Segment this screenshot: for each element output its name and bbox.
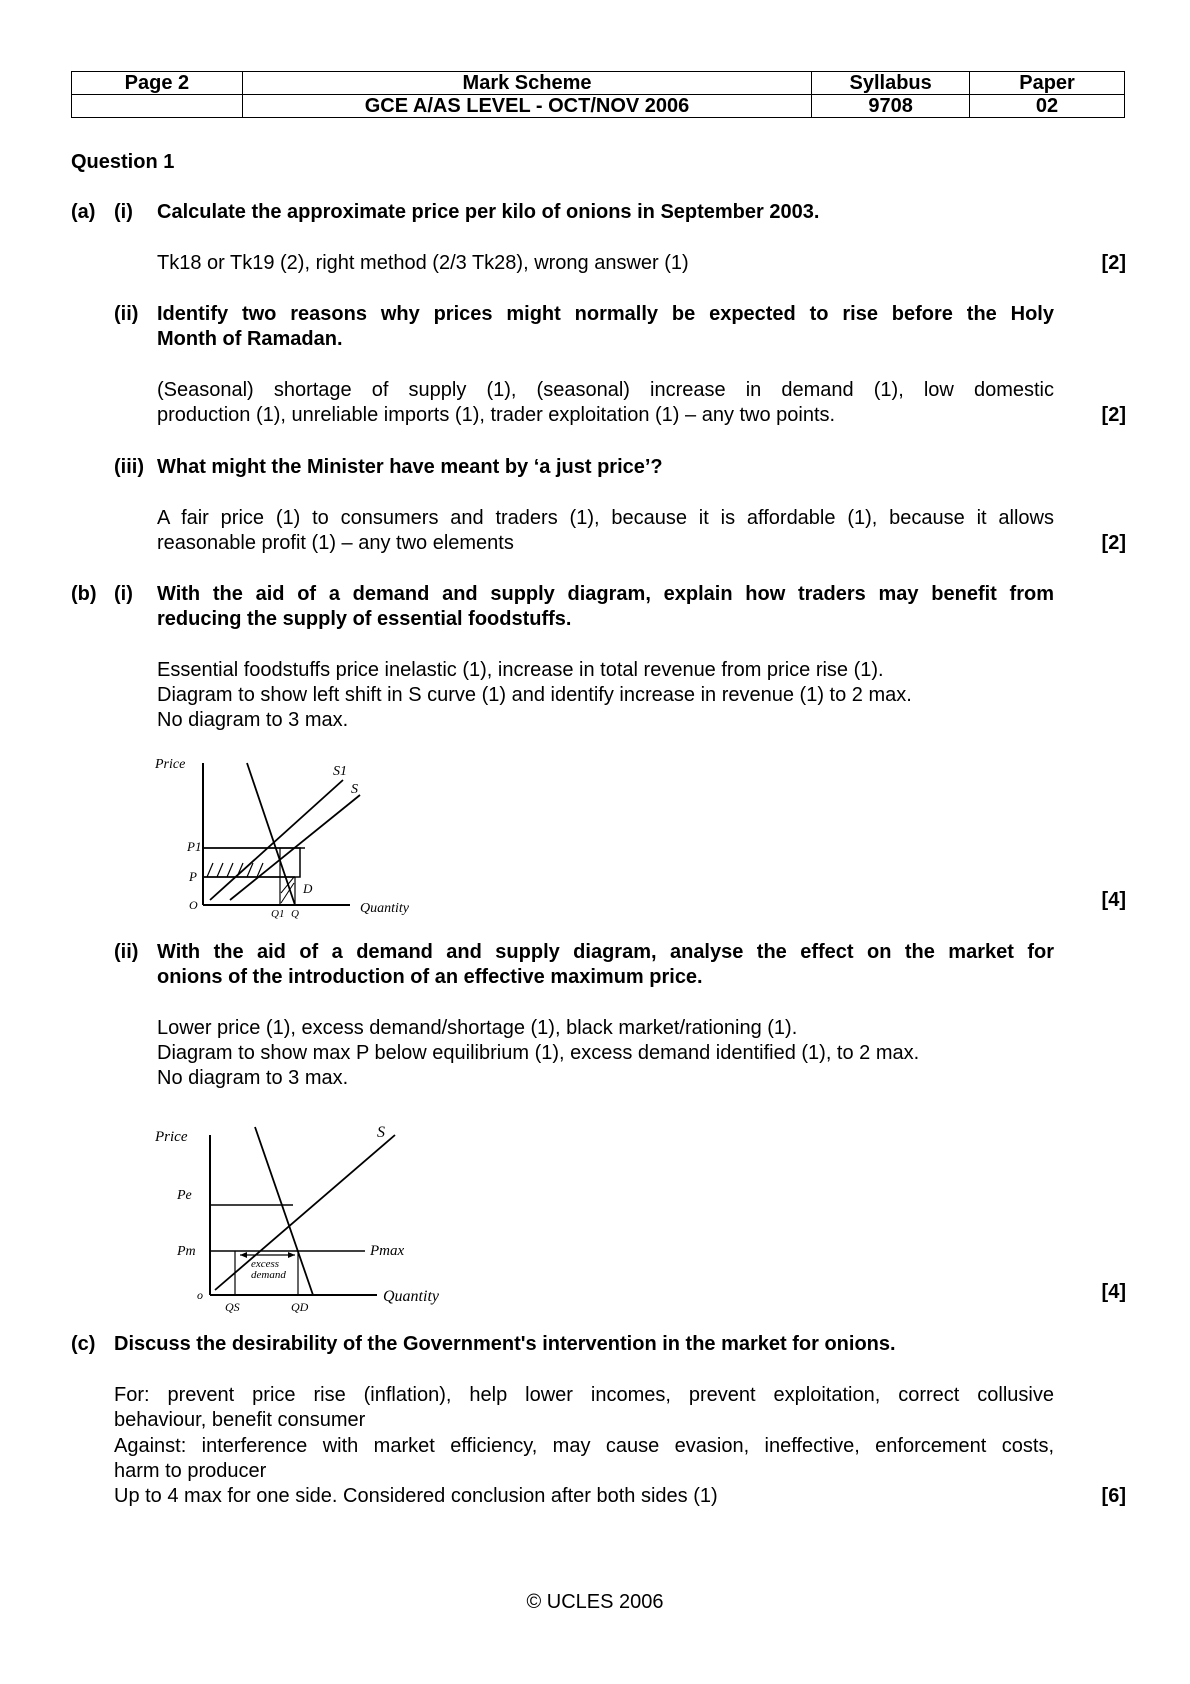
p1-label: P1 [187, 839, 202, 854]
answer-c-against-line2: harm to producer [114, 1460, 267, 1482]
answer-b-i-line3: No diagram to 3 max. [157, 709, 349, 731]
header-syllabus-code: 9708 [812, 95, 970, 118]
header-row [72, 95, 1125, 118]
header-syllabus-label: Syllabus [812, 72, 970, 95]
question-a-ii-line2: Month of Ramadan. [157, 328, 343, 350]
answer-a-iii-line2: reasonable profit (1) – any two elements [157, 532, 514, 554]
answer-b-ii-line1: Lower price (1), excess demand/shortage (1), black market/rationing (1). [157, 1017, 798, 1039]
header-exam: GCE A/AS LEVEL - OCT/NOV 2006 [242, 95, 811, 118]
question-title: Question 1 [71, 151, 175, 173]
header-title: Mark Scheme [242, 72, 811, 95]
header-empty-cell [72, 95, 243, 118]
question-a-iii: What might the Minister have meant by ‘a just price’? [157, 456, 663, 478]
answer-b-ii-line2: Diagram to show max P below equilibrium (1), excess demand identified (1), to 2 max. [157, 1042, 920, 1064]
s1-label: S1 [333, 764, 347, 779]
pe-label: Pe [177, 1188, 192, 1203]
question-b-ii-line1: With the aid of a demand and supply diagram, analyse the effect on the market for [157, 941, 1054, 963]
pm-label: Pm [177, 1244, 196, 1259]
q-label: Q [291, 908, 299, 920]
answer-b-ii-line3: No diagram to 3 max. [157, 1067, 349, 1089]
header-paper-number: 02 [970, 95, 1125, 118]
question-c: Discuss the desirability of the Government's intervention in the market for onions. [114, 1333, 896, 1355]
answer-c-conclusion: Up to 4 max for one side. Considered conclusion after both sides (1) [114, 1485, 718, 1507]
question-b-i-line2: reducing the supply of essential foodstuffs. [157, 608, 572, 630]
answer-c-for-line1: For: prevent price rise (inflation), help lower incomes, prevent exploitation, correct collusive [114, 1384, 1054, 1406]
part-label-b: (b) [71, 583, 97, 605]
sub-label-a-i: (i) [114, 201, 133, 223]
p-label: P [189, 869, 197, 884]
arrow-head-left [240, 1252, 247, 1258]
mark-a-ii: [2] [1101, 404, 1126, 426]
sub-label-b-ii: (ii) [114, 941, 139, 963]
answer-a-ii-line1: (Seasonal) shortage of supply (1), (seasonal) increase in demand (1), low domestic [157, 379, 1054, 401]
sub-label-a-ii: (ii) [114, 303, 139, 325]
header-page: Page 2 [72, 72, 243, 95]
pmax-label: Pmax [370, 1243, 405, 1259]
question-b-ii-line2: onions of the introduction of an effective maximum price. [157, 966, 703, 988]
sub-label-a-iii: (iii) [114, 456, 144, 478]
qs-label: QS [225, 1300, 240, 1314]
y-axis-label: Price [155, 1129, 188, 1145]
mark-a-i: [2] [1101, 252, 1126, 274]
mark-b-ii: [4] [1101, 1281, 1126, 1303]
mark-b-i: [4] [1101, 889, 1126, 911]
q1-label: Q1 [271, 908, 285, 920]
origin-label: o [197, 1288, 203, 1302]
x-axis-label: Quantity [383, 1288, 439, 1305]
answer-a-i: Tk18 or Tk19 (2), right method (2/3 Tk28), wrong answer (1) [157, 252, 689, 274]
question-a-ii-line1: Identify two reasons why prices might normally be expected to rise before the Holy [157, 303, 1054, 325]
excess-label: excess [251, 1258, 280, 1270]
question-b-i-line1: With the aid of a demand and supply diagram, explain how traders may benefit from [157, 583, 1054, 605]
question-a-i: Calculate the approximate price per kilo of onions in September 2003. [157, 201, 820, 223]
sub-label-b-i: (i) [114, 583, 133, 605]
answer-a-iii-line1: A fair price (1) to consumers and traders (1), because it is affordable (1), because it allows [157, 507, 1054, 529]
footer-copyright: © UCLES 2006 [526, 1591, 664, 1613]
demand-label: demand [251, 1269, 286, 1281]
mark-c: [6] [1101, 1485, 1126, 1507]
supply-shift-diagram [155, 755, 455, 920]
arrow-head-right [288, 1252, 295, 1258]
supply-curve [215, 1135, 395, 1290]
origin-label: O [189, 898, 198, 912]
answer-b-i-line1: Essential foodstuffs price inelastic (1), increase in total revenue from price rise (1). [157, 659, 884, 681]
revenue-gain-hatch [207, 863, 263, 877]
header-row [72, 72, 1125, 95]
part-label-c: (c) [71, 1333, 96, 1355]
part-label-a: (a) [71, 201, 96, 223]
demand-curve [247, 763, 295, 905]
mark-a-iii: [2] [1101, 532, 1126, 554]
d-label: D [303, 881, 313, 896]
answer-c-for-line2: behaviour, benefit consumer [114, 1409, 366, 1431]
supply-curve-s1 [210, 780, 343, 900]
s-label: S [377, 1124, 385, 1141]
qd-label: QD [291, 1300, 309, 1314]
x-axis-label: Quantity [360, 901, 409, 916]
header-paper-label: Paper [970, 72, 1125, 95]
y-axis-label: Price [155, 757, 186, 772]
maximum-price-diagram [155, 1115, 475, 1315]
header-table [71, 71, 1125, 118]
s-label: S [351, 782, 358, 797]
answer-b-i-line2: Diagram to show left shift in S curve (1) and identify increase in revenue (1) to 2 max. [157, 684, 912, 706]
answer-c-against-line1: Against: interference with market efficiency, may cause evasion, ineffective, enforcement costs, [114, 1435, 1054, 1457]
answer-a-ii-line2: production (1), unreliable imports (1), trader exploitation (1) – any two points. [157, 404, 836, 426]
